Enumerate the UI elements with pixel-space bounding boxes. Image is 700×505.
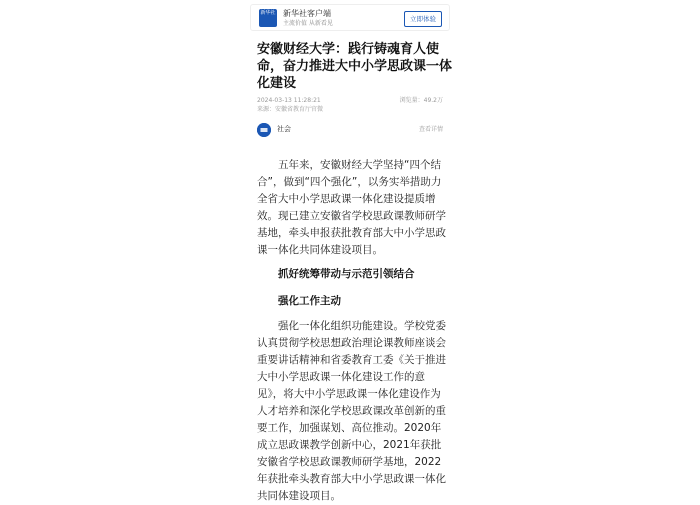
article-source: 来源：安徽省教育厅官微: [257, 106, 324, 113]
app-download-banner: [250, 4, 450, 31]
author-row: [257, 122, 443, 138]
paragraph-intro: 五年来，安徽财经大学坚持“四个结合”，做到“四个强化”，以务实举措助力全省大中小学思政课一体化建设提质增效。现已建立安徽省学校思政课教师研学基地，牵头申报获批教育部大中小学思政课一体化共同体建设项目。: [257, 159, 446, 256]
article-title: 安徽财经大学：践行铸魂育人使命，奋力推进大中小学思政课一体化建设: [257, 42, 453, 91]
section-heading: 抓好统筹带动与示范引领结合: [278, 268, 415, 280]
subsection-heading: 强化工作主动: [278, 295, 341, 307]
app-slogan: 主流价值 从新看见: [283, 20, 333, 27]
xinhua-logo-icon: 新华社: [259, 9, 277, 27]
meta-row-time: [257, 97, 443, 105]
view-details-link[interactable]: 查看详情: [418, 126, 443, 133]
article-page: [246, 0, 454, 502]
app-name: 新华社客户端: [283, 9, 331, 18]
author-avatar-icon[interactable]: [257, 123, 271, 137]
view-count: 浏览量：49.2万: [399, 97, 443, 104]
paragraph-body: 强化一体化组织功能建设。学校党委认真贯彻学校思想政治理论课教师座谈会重要讲话精神和省委教育工委《关于推进大中小学思政课一体化建设工作的意见》，将大中小学思政课一体化建设作为人才培养和深化学校思政课改革创新的重要工作，加强谋划、高位推动。2020年成立思政课教学创新中心，2021年获批安徽省学校思政课教师研学基地，2022年获批牵头教育部大中小学思政课一体化共同体建设项目。: [257, 320, 446, 502]
publish-timestamp: 2024-03-13 11:28:21: [257, 97, 321, 104]
author-name[interactable]: 社会: [277, 125, 291, 133]
open-app-button[interactable]: 立即体验: [404, 11, 442, 27]
